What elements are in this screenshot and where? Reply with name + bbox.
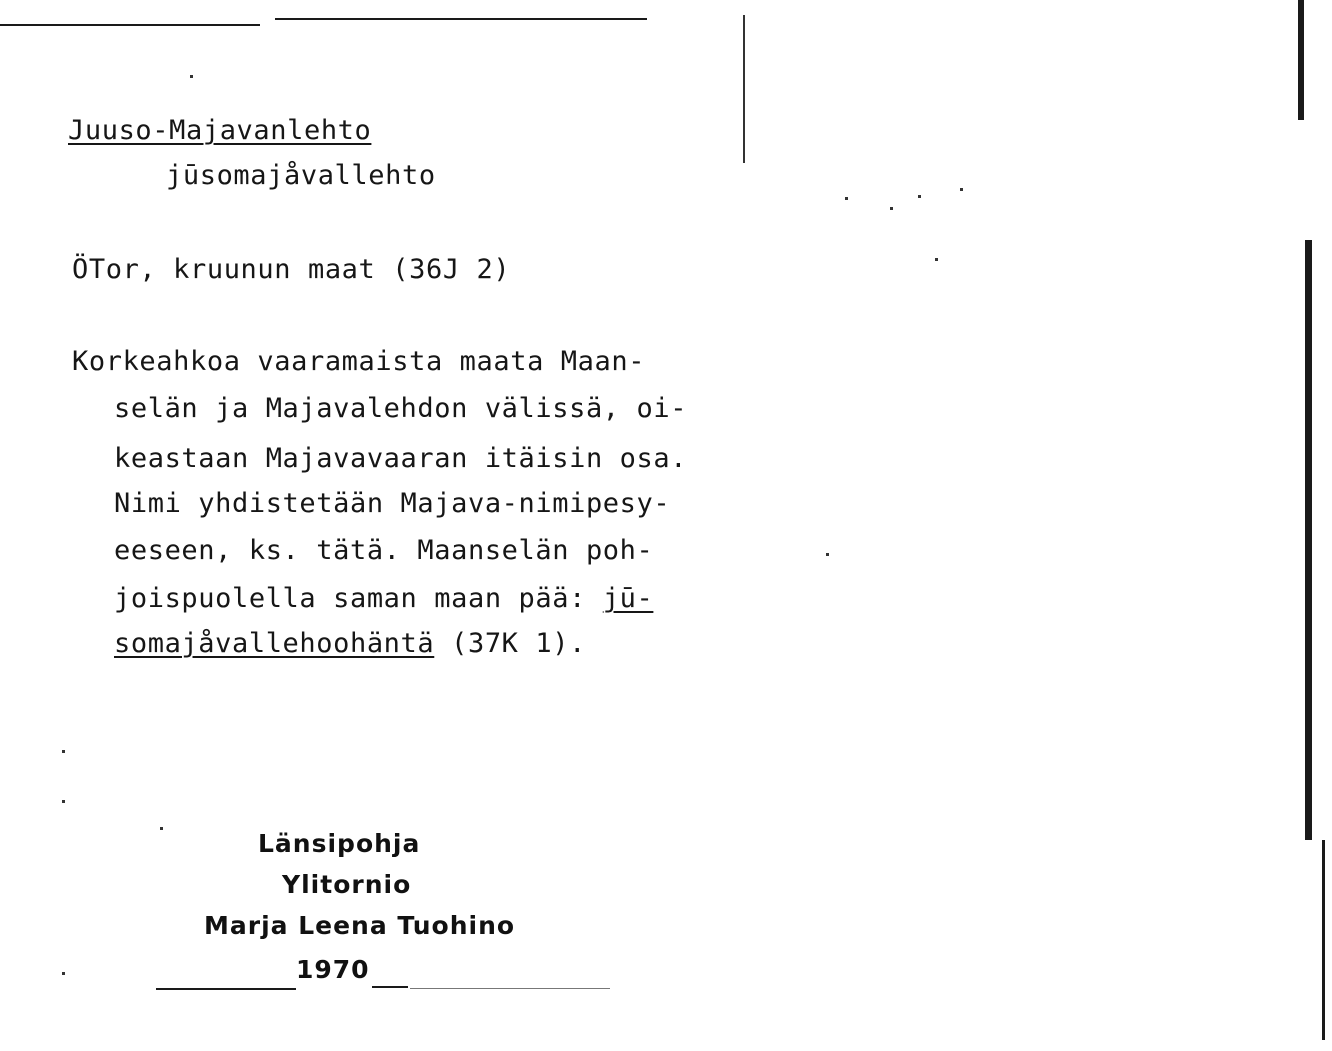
speck xyxy=(62,750,65,753)
speck xyxy=(935,258,938,261)
description-line: Korkeahkoa vaaramaista maata Maan- xyxy=(72,346,646,377)
bottom-rule-right xyxy=(372,986,408,988)
speck xyxy=(190,75,193,78)
stamp-parish: Ylitornio xyxy=(282,870,412,899)
right-edge-line-main xyxy=(1305,240,1312,840)
top-edge-line-left xyxy=(0,24,260,26)
stamp-year: 1970 xyxy=(296,955,370,984)
speck xyxy=(62,800,65,803)
headword: Juuso-Majavanlehto xyxy=(68,115,372,146)
speck xyxy=(826,553,829,556)
card-fold-line xyxy=(743,15,745,163)
description-text: (37K 1). xyxy=(434,628,586,659)
underlined-form: jū- xyxy=(602,583,654,614)
location-reference: ÖTor, kruunun maat (36J 2) xyxy=(72,254,511,285)
description-line: eeseen, ks. tätä. Maanselän poh- xyxy=(114,535,654,566)
speck xyxy=(160,827,163,830)
description-line: keastaan Majavavaaran itäisin osa. xyxy=(114,443,688,474)
stamp-collector: Marja Leena Tuohino xyxy=(204,911,516,940)
stamp-region: Länsipohja xyxy=(258,829,421,858)
description-line xyxy=(114,585,653,612)
description-text: joispuolella saman maan pää: xyxy=(114,583,603,614)
description-line xyxy=(114,630,586,657)
top-edge-line-right xyxy=(275,18,647,20)
bottom-rule-left xyxy=(156,988,296,990)
speck xyxy=(960,188,963,191)
pronunciation: jūsomajåvallehto xyxy=(166,160,436,191)
right-edge-line-top xyxy=(1298,0,1304,120)
speck xyxy=(918,195,921,198)
speck xyxy=(890,207,893,210)
speck xyxy=(62,972,65,975)
bottom-rule-faint xyxy=(410,988,610,989)
speck xyxy=(845,197,848,200)
right-edge-line-bottom xyxy=(1322,840,1325,1040)
description-line: Nimi yhdistetään Majava-nimipesy- xyxy=(114,488,671,519)
underlined-form: somajåvallehoohäntä xyxy=(114,628,435,659)
description-line: selän ja Majavalehdon välissä, oi- xyxy=(114,393,688,424)
